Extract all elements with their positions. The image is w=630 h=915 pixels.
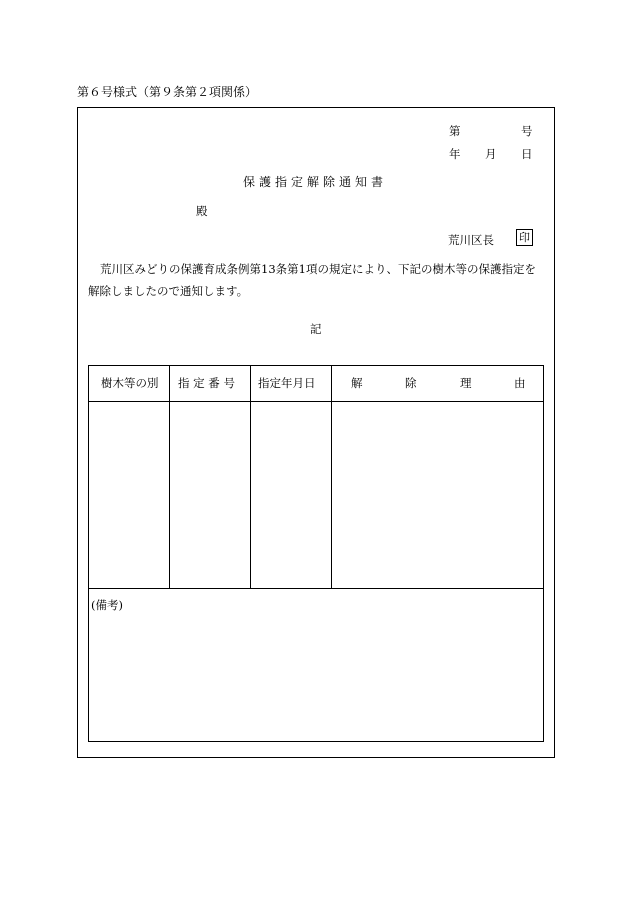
details-table [88,365,544,742]
table-remarks-divider [89,588,543,589]
document-title: 保護指定解除通知書 [242,175,387,189]
col-header-tree-type: 樹木等の別 [101,376,159,390]
year-label: 年 [449,147,461,161]
remarks-label: (備考) [91,598,123,612]
table-header-divider [89,401,543,402]
day-label: 日 [521,147,533,161]
table-col-divider [250,366,251,588]
ki-label: 記 [310,322,322,336]
notice-body [88,258,548,302]
number-suffix: 号 [521,124,533,138]
month-label: 月 [485,147,497,161]
col-header-reason-2: 除 [405,376,417,390]
seal-stamp: 印 [516,229,533,246]
number-prefix: 第 [449,124,461,138]
table-col-divider [331,366,332,588]
col-header-reason-3: 理 [460,376,472,390]
col-header-designation-number: 指 定 番 号 [178,376,235,390]
col-header-reason-4: 由 [514,376,526,390]
notice-body-line1: 荒川区みどりの保護育成条例第13条第1項の規定により、下記の樹木等の保護指定を [100,262,536,276]
table-col-divider [169,366,170,588]
addressee-suffix: 殿 [196,204,208,218]
notice-body-line2: 解除しましたので通知します。 [88,284,249,298]
issuer-name: 荒川区長 [448,233,494,247]
form-id-label: 第６号様式（第９条第２項関係） [77,85,258,99]
col-header-designation-date: 指定年月日 [258,376,316,390]
col-header-reason-1: 解 [351,376,363,390]
